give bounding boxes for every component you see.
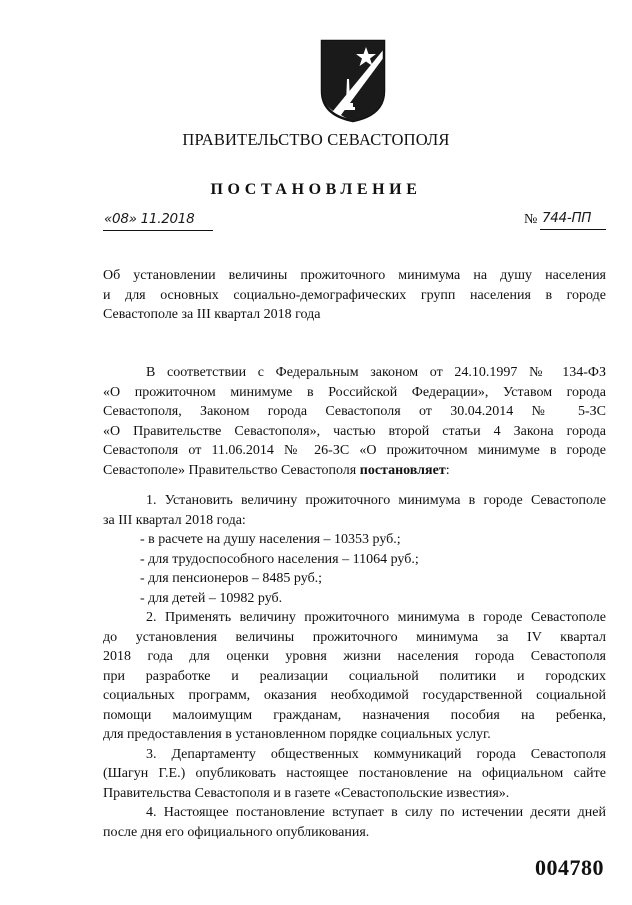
number-sign: № bbox=[524, 212, 538, 227]
handwritten-number: 744-ПП bbox=[542, 210, 592, 226]
preamble-line: Севастополя от 11.06.2014 № 26-ЗС «О прожиточном минимуме в городе bbox=[103, 443, 606, 458]
subsistence-per-capita: - в расчете на душу населения – 10353 руб.; bbox=[140, 532, 401, 547]
preamble-line: «О Правительстве Севастополя», частью второй статьи 4 Закона города bbox=[103, 423, 606, 439]
item-1-line: за III квартал 2018 года: bbox=[103, 512, 246, 528]
resolution-body bbox=[103, 491, 606, 842]
preamble-line: «О прожиточном минимуме в Российской Федерации», Уставом города bbox=[103, 384, 606, 400]
title-line: Севастополе за III квартал 2018 года bbox=[103, 307, 321, 322]
item-2-line: 2. Применять величину прожиточного минимума в городе Севастополе bbox=[146, 610, 606, 625]
title-line: Об установлении величины прожиточного минимума на душу населения bbox=[103, 268, 606, 283]
item-2-line: для предоставления в установленном порядке социальных услуг. bbox=[103, 727, 491, 742]
item-4-line: после дня его официального опубликования. bbox=[103, 824, 370, 840]
handwritten-date: «08» 11.2018 bbox=[104, 211, 195, 227]
item-4-line: 4. Настоящее постановление вступает в силу по истечении десяти дней bbox=[146, 805, 606, 820]
item-2-line: при разработке и реализации социальной политики и городских bbox=[103, 668, 606, 684]
subsistence-pensioners: - для пенсионеров – 8485 руб.; bbox=[140, 571, 323, 586]
item-2-line: 2018 года для оценки уровня жизни населения города Севастополя bbox=[103, 649, 606, 664]
item-3-line: Правительства Севастополя и в газете «Севастопольские известия». bbox=[103, 785, 510, 801]
document-serial-number: 004780 bbox=[535, 855, 604, 880]
preamble-line: В соответствии с Федеральным законом от 24.10.1997 № 134-ФЗ bbox=[146, 365, 606, 380]
item-3-line: 3. Департаменту общественных коммуникаций города Севастополя bbox=[146, 746, 606, 762]
item-2-line: социальных программ, оказания необходимой государственной социальной bbox=[103, 688, 606, 703]
preamble-text: Севастополе» Правительство Севастополя bbox=[103, 462, 360, 478]
subsistence-working-age: - для трудоспособного населения – 11064 руб.; bbox=[140, 551, 419, 567]
document-type: ПОСТАНОВЛЕНИЕ bbox=[210, 181, 422, 198]
coat-of-arms-icon bbox=[319, 39, 387, 123]
preamble bbox=[103, 363, 606, 480]
document-date bbox=[103, 210, 213, 231]
preamble-colon: : bbox=[445, 462, 450, 478]
decree-keyword: постановляет bbox=[359, 462, 446, 478]
item-2-line: до установления величины прожиточного минимума за IV квартал bbox=[103, 629, 606, 645]
item-2-line: помощи малоимущим гражданам, назначения пособия на ребенка, bbox=[103, 707, 606, 723]
document-number-field bbox=[524, 210, 606, 230]
title-line: и для основных социально-демографических групп населения в городе bbox=[103, 287, 606, 303]
subsistence-children: - для детей – 10982 руб. bbox=[140, 590, 283, 606]
number-underline bbox=[540, 229, 606, 230]
resolution-title bbox=[103, 266, 606, 325]
government-name: ПРАВИТЕЛЬСТВО СЕВАСТОПОЛЯ bbox=[182, 130, 450, 149]
item-3-line: (Шагун Г.Е.) опубликовать настоящее постановление на официальном сайте bbox=[103, 766, 606, 781]
preamble-line: Севастополя, Законом города Севастополя от 30.04.2014 № 5-ЗС bbox=[103, 404, 606, 419]
preamble-line bbox=[103, 461, 606, 481]
item-1-line: 1. Установить величину прожиточного минимума в городе Севастополе bbox=[146, 493, 606, 508]
